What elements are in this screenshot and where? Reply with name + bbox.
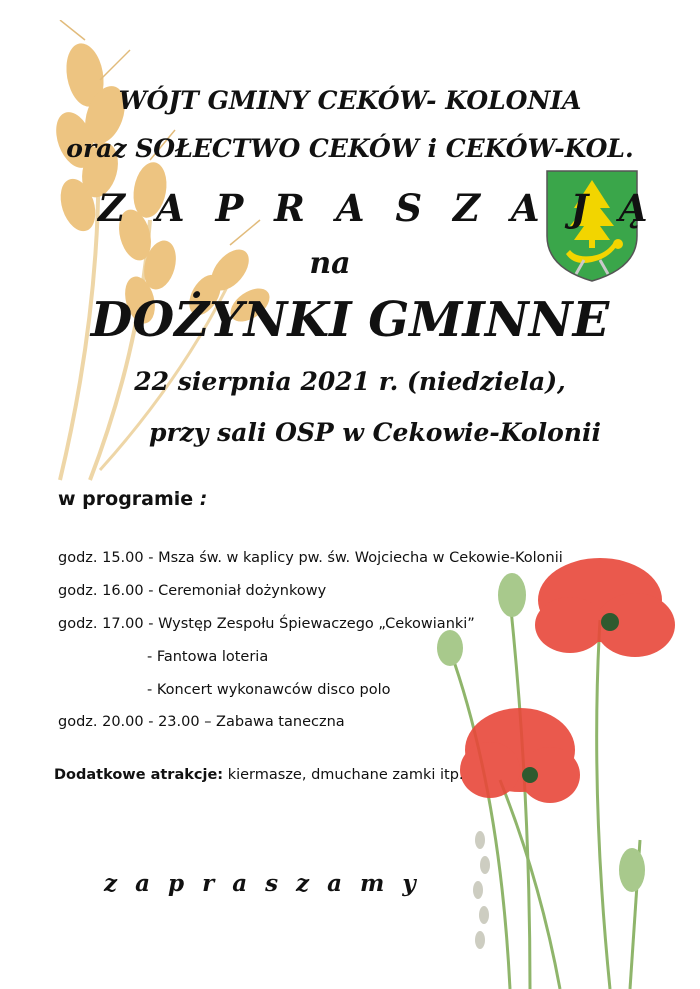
organizer-line-2: oraz SOŁECTWO CEKÓW i CEKÓW-KOL.: [66, 134, 634, 163]
organizer-line-1: WÓJT GMINY CEKÓW- KOLONIA: [118, 86, 582, 115]
extra-attractions-text: kiermasze, dmuchane zamki itp.: [223, 767, 464, 783]
event-date: 22 sierpnia 2021 r. (niedziela),: [134, 367, 566, 396]
program-item: godz. 15.00 - Msza św. w kaplicy pw. św. Wojciecha w Cekowie-Kolonii: [58, 550, 563, 566]
poppies-illustration: [420, 540, 700, 989]
program-item: - Fantowa loteria: [147, 649, 269, 665]
closing-invite: z a p r a s z a m y: [104, 870, 421, 897]
program-item: godz. 17.00 - Występ Zespołu Śpiewaczego „Cekowianki”: [58, 616, 475, 632]
extra-attractions-label: Dodatkowe atrakcje:: [54, 767, 224, 783]
program-item: godz. 20.00 - 23.00 – Zabawa taneczna: [58, 714, 345, 730]
program-heading-text: w programie: [58, 488, 194, 510]
event-title: DOŻYNKI GMINNE: [90, 292, 610, 348]
program-item: godz. 16.00 - Ceremoniał dożynkowy: [58, 583, 327, 599]
extra-attractions: [54, 767, 464, 783]
program-heading-colon: :: [193, 488, 208, 510]
program-item: - Koncert wykonawców disco polo: [147, 682, 391, 698]
program-heading: [58, 488, 207, 510]
invite-heading: Z A P R A S Z A J Ą: [98, 186, 657, 230]
na-word: na: [309, 246, 351, 281]
event-place: przy sali OSP w Cekowie-Kolonii: [149, 418, 601, 447]
